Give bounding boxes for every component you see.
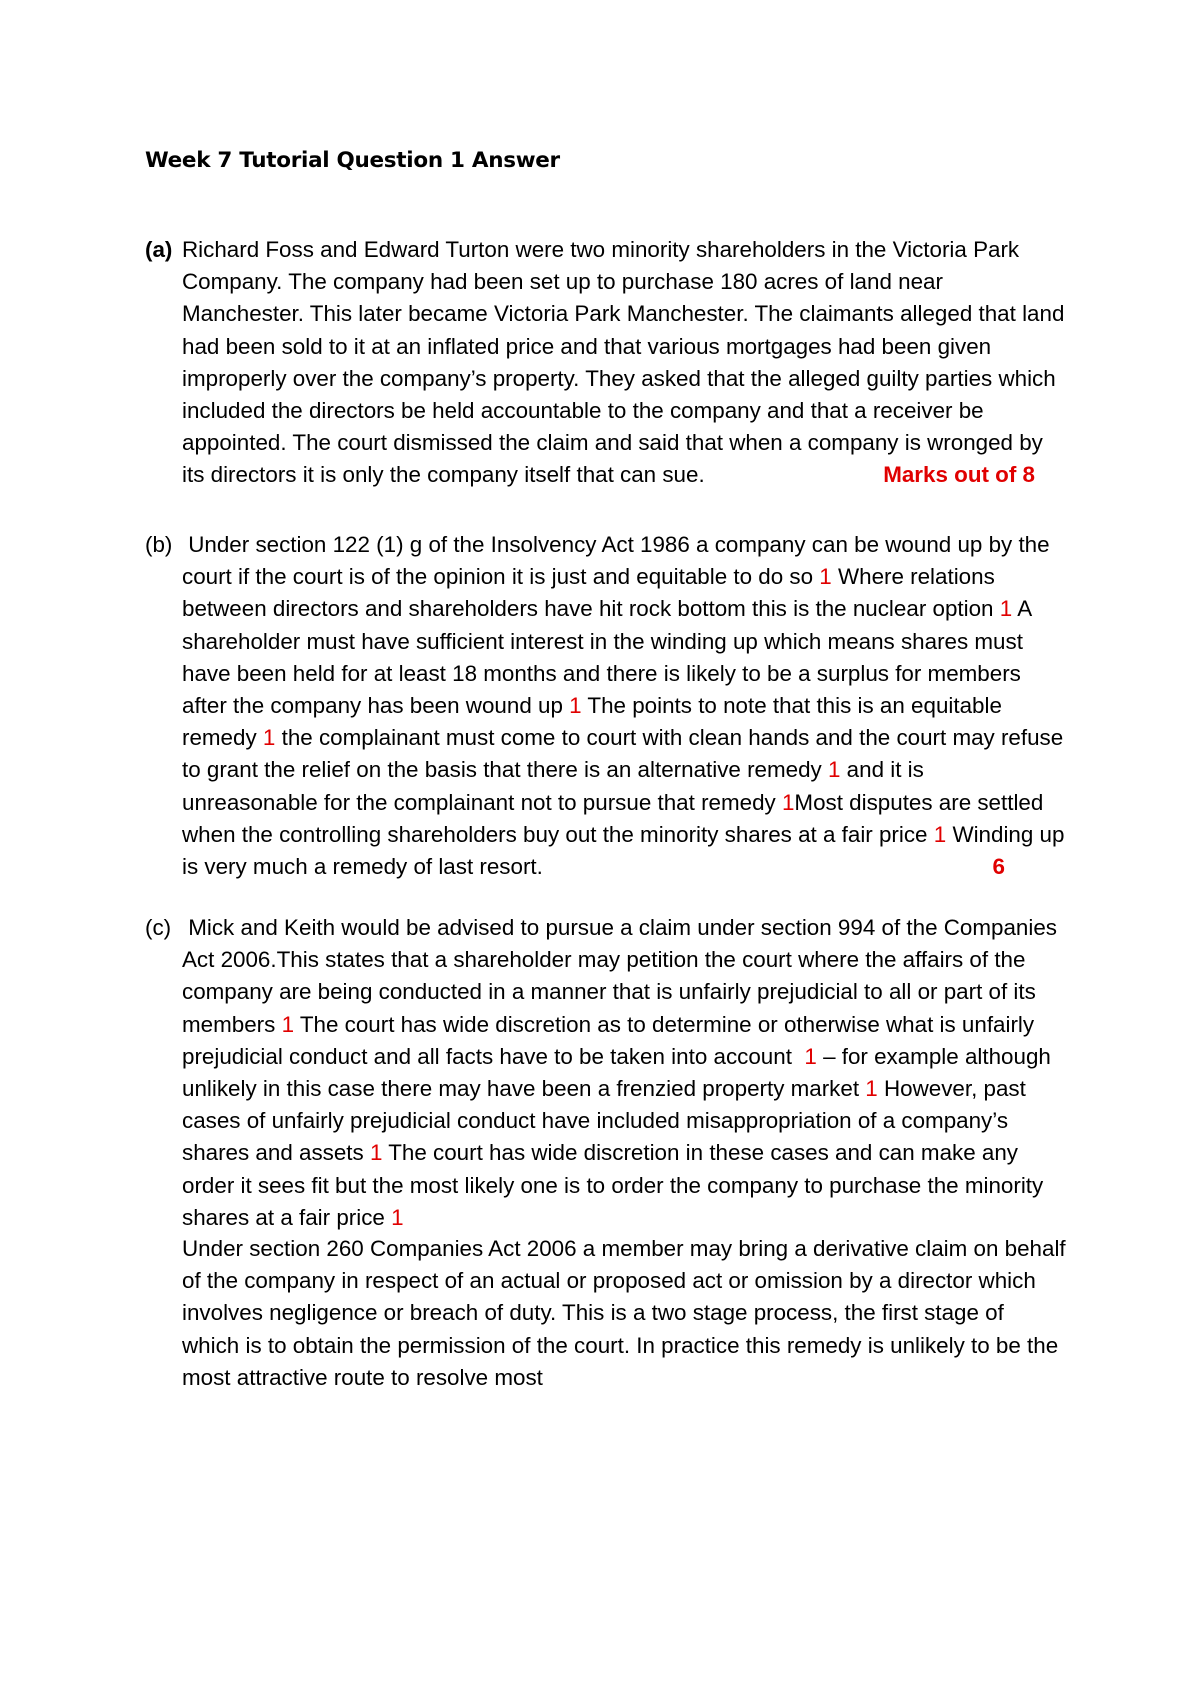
part-c-sentence: Mick and Keith would be advised to pursue a claim under section 994 of the Companies Act 2006.This states that a shareholder may petition the court where the affairs of the company are being conducted in a manner that is unfairly prejudicial to all or part of its members <box>182 915 1057 1037</box>
mark-value: 1 <box>781 789 795 815</box>
part-c-sentence: The court has wide discretion in these cases and can make any order it sees fit but the most likely one is to order the company to purchase the minority shares at a fair price <box>182 1140 1044 1230</box>
part-b-sentence: and it is unreasonable for the complainant not to pursue that remedy <box>182 757 924 815</box>
mark-value: 1 <box>281 1011 295 1037</box>
part-a-label: (a) <box>145 237 173 262</box>
part-b-sentence: the complainant must come to court with clean hands and the court may refuse to grant the relief on the basis that there is an alternative remedy <box>182 725 1064 783</box>
mark-value: 1 <box>369 1140 383 1166</box>
mark-value: 1 <box>827 757 841 783</box>
part-a-body <box>182 234 1065 492</box>
part-b-sentence: The points to note that this is an equitable remedy <box>182 693 1002 751</box>
mark-value: 1 <box>999 596 1013 622</box>
part-c-sentence: The court has wide discretion as to determine or otherwise what is unfairly prejudicial conduct and all facts have to be taken into account <box>182 1011 1035 1069</box>
part-b-body <box>182 529 1065 883</box>
mark-value: 1 <box>865 1076 878 1102</box>
answer-part-a <box>145 234 1065 492</box>
part-b-sentence: Where relations between directors and shareholders have hit rock bottom this is the nuclear option <box>182 564 995 622</box>
part-c-label: (c) <box>145 915 172 940</box>
part-b-sentence: Most disputes are settled when the controlling shareholders buy out the minority shares at a fair price <box>182 789 1044 847</box>
part-b-sentence: Under section 122 (1) g of the Insolvency Act 1986 a company can be wound up by the court if the court is of the opinion it is just and equitable to do so <box>182 532 1050 590</box>
mark-value: 1 <box>933 821 947 847</box>
answer-part-c <box>145 912 1065 1234</box>
mark-value: 1 <box>804 1043 817 1069</box>
part-b-label: (b) <box>145 532 173 557</box>
part-b-sentence: A shareholder must have sufficient interest in the winding up which means shares must have been held for at least 18 months and there is likely to be a surplus for members after the company has been wound up <box>182 596 1031 719</box>
part-a-text: Richard Foss and Edward Turton were two minority shareholders in the Victoria Park Company. The company had been set up to purchase 180 acres of land near Manchester. This later became Victoria Park Manchester. The claimants alleged that land had been sold to it at an inflated price and that various mortgages had been given improperly over the company’s property. They asked that the alleged guilty parties which included the directors be held accountable to the company and that a receiver be appointed. The court dismissed the claim and said that when a company is wronged by its directors it is only the company itself that can sue. <box>182 237 1065 488</box>
part-b-total-marks: 6 <box>992 854 1005 880</box>
part-c-sentence: However, past cases of unfairly prejudicial conduct have included misappropriation of a company’s shares and assets <box>182 1076 1026 1166</box>
answer-part-b <box>145 529 1065 883</box>
mark-value: 1 <box>569 693 582 719</box>
part-c-paragraph-2: Under section 260 Companies Act 2006 a member may bring a derivative claim on behalf of the company in respect of an actual or proposed act or omission by a director which involves negligence or breach of duty. This is a two stage process, the first stage of which is to obtain the permission of the court. In practice this remedy is unlikely to be the most attractive route to resolve most <box>182 1236 1066 1390</box>
part-a-marks: Marks out of 8 <box>883 462 1035 488</box>
part-b-sentence: Winding up is very much a remedy of last resort. <box>182 821 1065 880</box>
part-c-body <box>182 912 1065 1234</box>
mark-value: 1 <box>391 1204 404 1230</box>
page-title: Week 7 Tutorial Question 1 Answer <box>145 148 560 173</box>
mark-value: 1 <box>262 725 276 751</box>
part-c-sentence: – for example although unlikely in this case there may have been a frenzied property market <box>182 1043 1051 1102</box>
mark-value: 1 <box>819 564 832 590</box>
